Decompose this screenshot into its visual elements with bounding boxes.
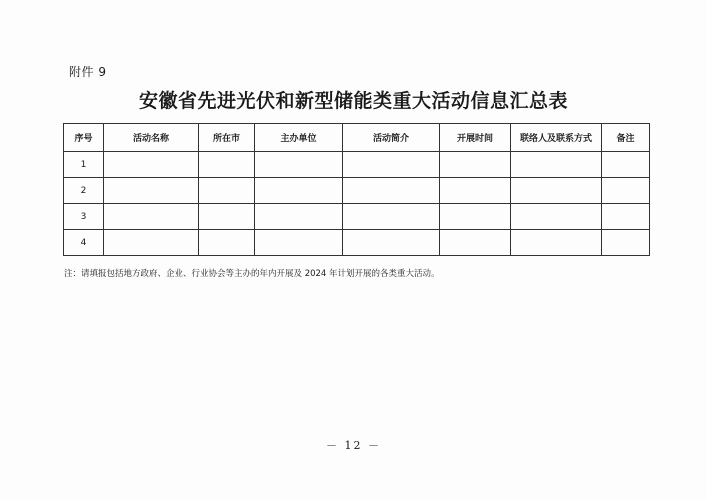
page-title: 安徽省先进光伏和新型储能类重大活动信息汇总表: [138, 90, 568, 112]
header-activity-intro: 活动简介: [343, 124, 440, 152]
cell-city: [199, 178, 255, 204]
cell-activity-name: [104, 178, 199, 204]
cell-organizer: [255, 178, 343, 204]
cell-remarks: [602, 204, 650, 230]
table-row: [64, 152, 650, 178]
row-index: 3: [64, 204, 104, 230]
cell-contact: [511, 230, 602, 256]
table-row: [64, 178, 650, 204]
cell-organizer: [255, 152, 343, 178]
row-index: 1: [64, 152, 104, 178]
header-city: 所在市: [199, 124, 255, 152]
row-index: 2: [64, 178, 104, 204]
page-number: － 12 －: [326, 439, 381, 452]
cell-activity-name: [104, 204, 199, 230]
cell-start-time: [440, 152, 511, 178]
footnote: 注：请填报包括地方政府、企业、行业协会等主办的年内开展及 2024 年计划开展的各类重大活动。: [64, 269, 440, 279]
cell-activity-name: [104, 230, 199, 256]
row-index: 4: [64, 230, 104, 256]
header-index: 序号: [64, 124, 104, 152]
cell-remarks: [602, 152, 650, 178]
cell-activity-intro: [343, 152, 440, 178]
cell-activity-intro: [343, 230, 440, 256]
table-row: [64, 204, 650, 230]
header-contact: 联络人及联系方式: [511, 124, 602, 152]
header-start-time: 开展时间: [440, 124, 511, 152]
cell-city: [199, 230, 255, 256]
header-activity-name: 活动名称: [104, 124, 199, 152]
cell-contact: [511, 152, 602, 178]
cell-activity-intro: [343, 178, 440, 204]
cell-city: [199, 204, 255, 230]
cell-city: [199, 152, 255, 178]
cell-start-time: [440, 204, 511, 230]
cell-organizer: [255, 230, 343, 256]
cell-remarks: [602, 178, 650, 204]
header-remarks: 备注: [602, 124, 650, 152]
activity-summary-table: [63, 123, 650, 256]
cell-start-time: [440, 178, 511, 204]
cell-activity-name: [104, 152, 199, 178]
cell-activity-intro: [343, 204, 440, 230]
cell-organizer: [255, 204, 343, 230]
cell-start-time: [440, 230, 511, 256]
header-organizer: 主办单位: [255, 124, 343, 152]
cell-contact: [511, 178, 602, 204]
table-row: [64, 230, 650, 256]
cell-contact: [511, 204, 602, 230]
attachment-label: 附件 9: [69, 65, 107, 79]
cell-remarks: [602, 230, 650, 256]
table-header-row: [64, 124, 650, 152]
